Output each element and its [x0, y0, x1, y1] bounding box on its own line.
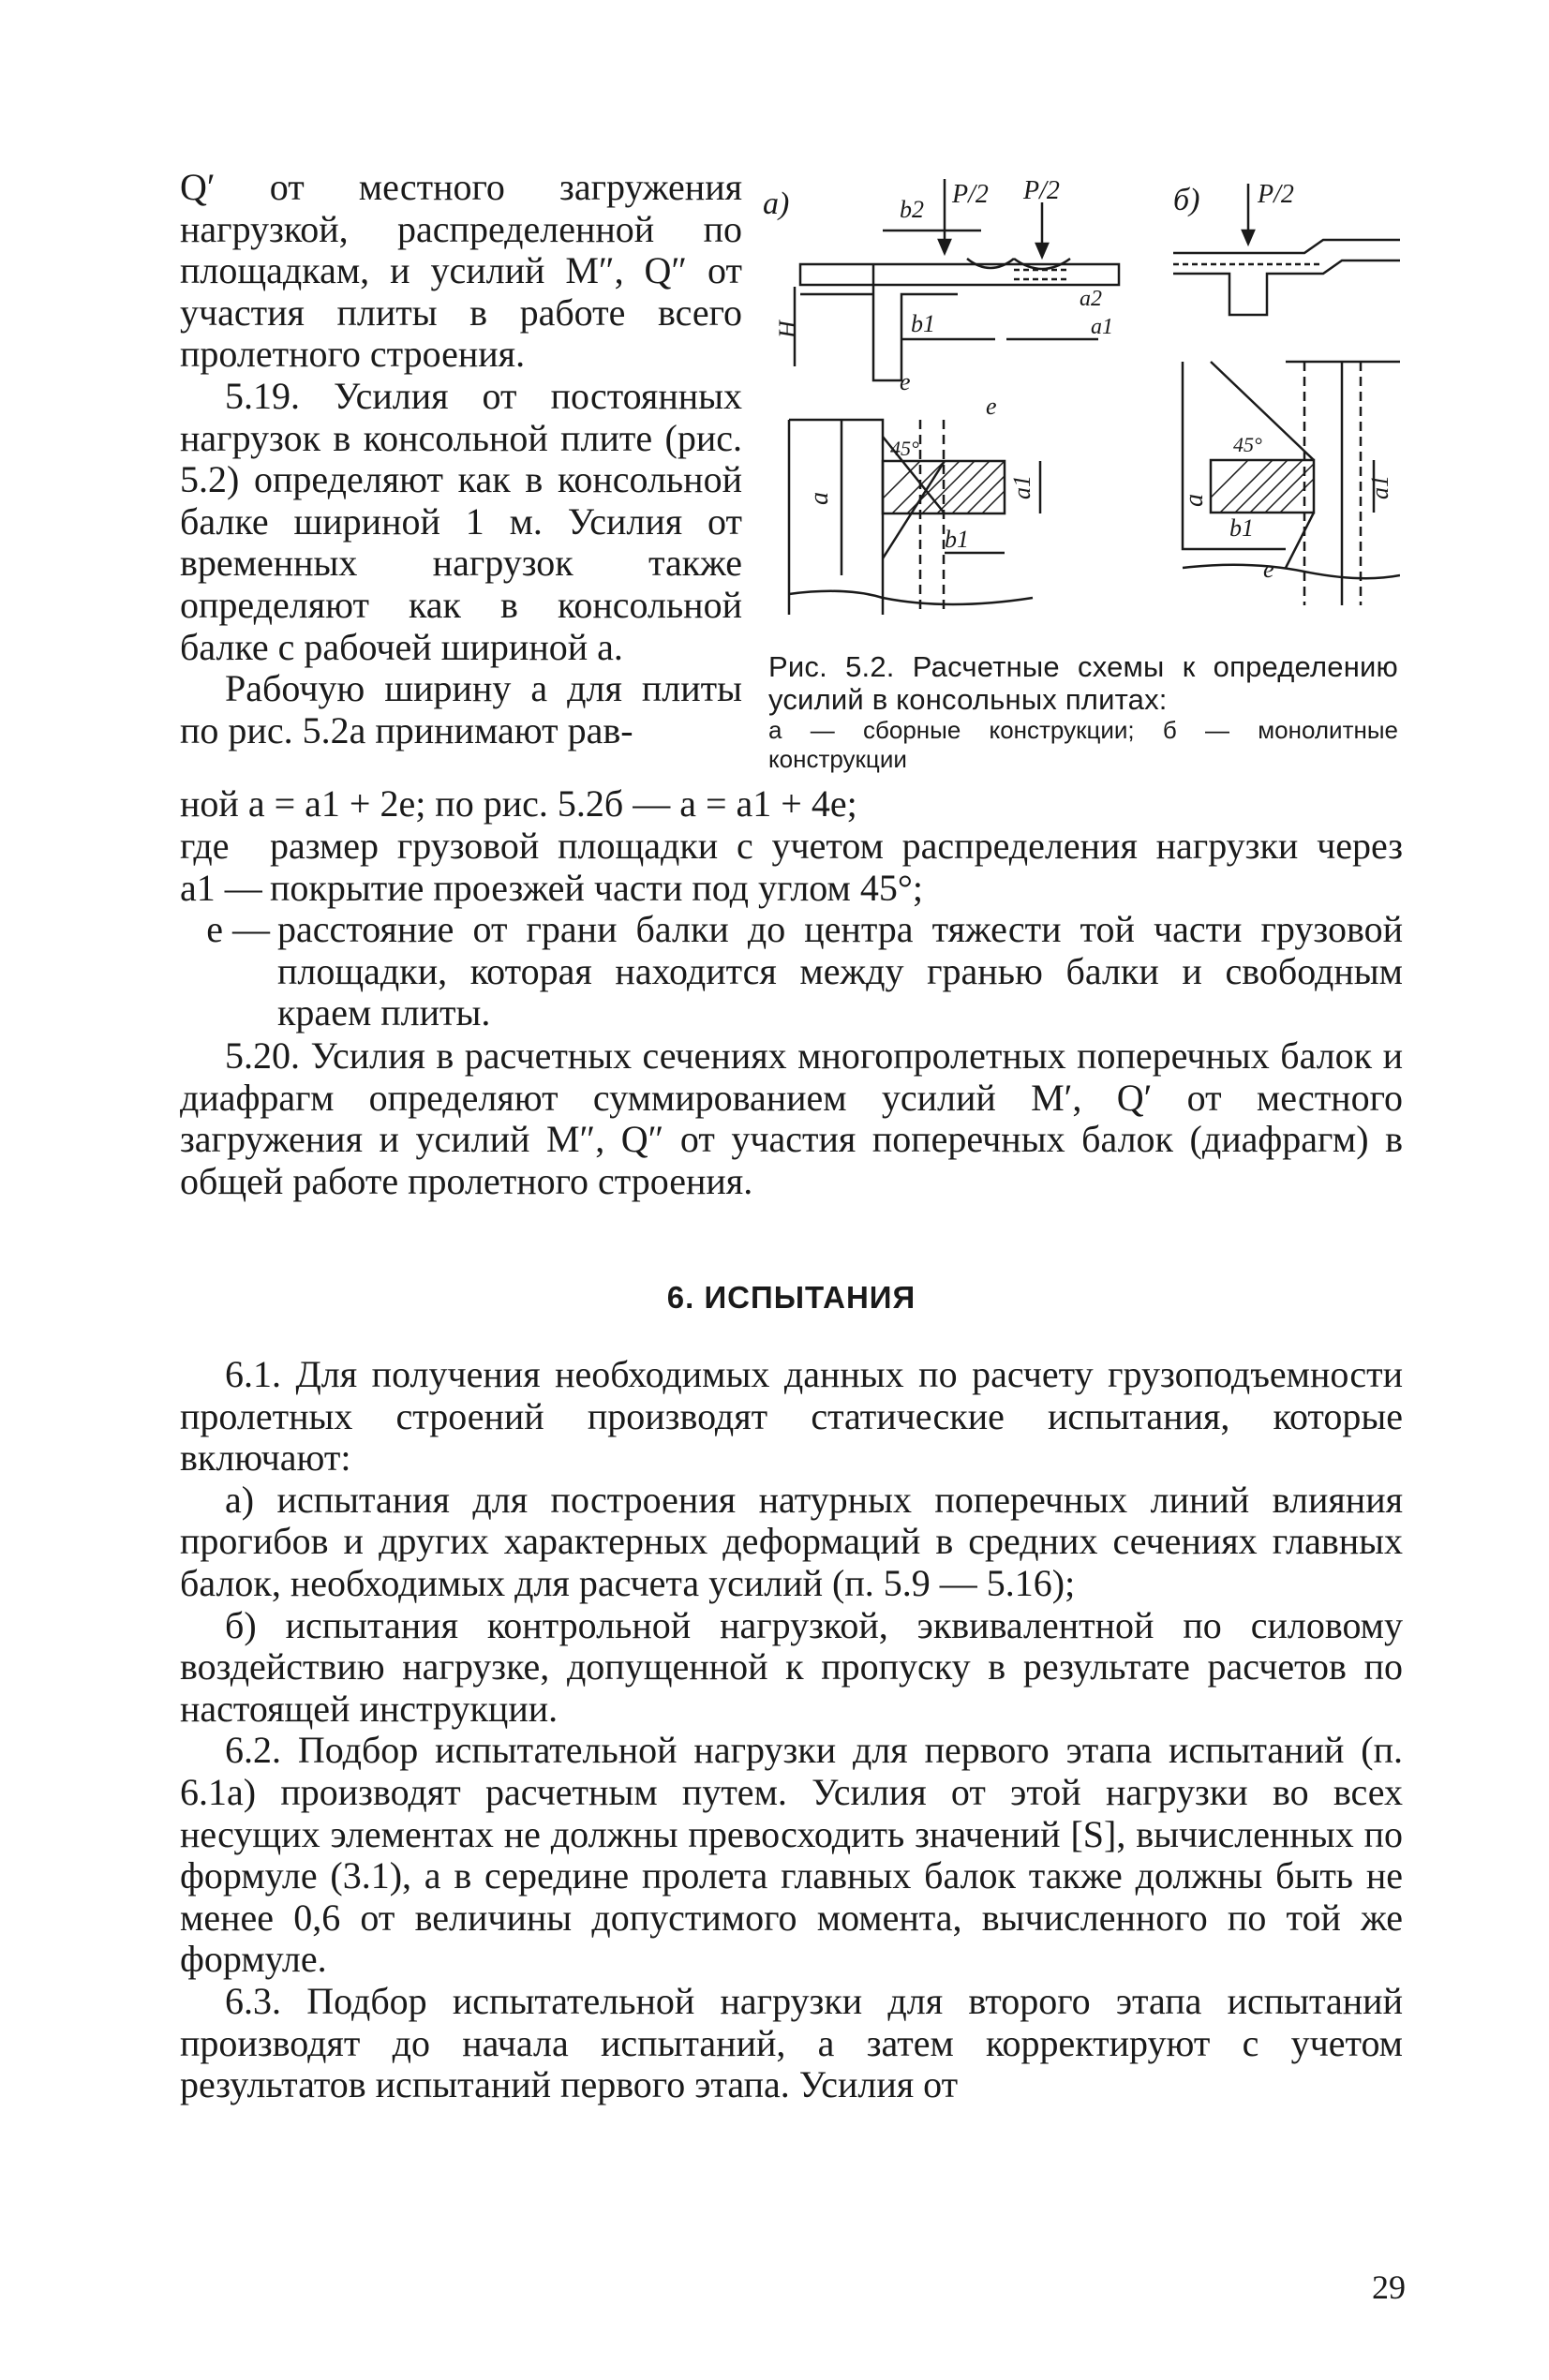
- dim-a2: a2: [1080, 287, 1102, 311]
- figure-caption: [768, 650, 1398, 774]
- paragraph-6-1-a: а) испытания для построения натурных поперечных линий влияния прогибов и других характерных деформаций в средних сечениях главных балок, необходимых для расчета усилий (п. 5.9 — 5.16);: [180, 1478, 1403, 1604]
- load-p-half-1: P/2: [952, 180, 989, 209]
- section-6-body: [180, 1354, 1403, 2106]
- dim-a-right: a: [1180, 494, 1209, 507]
- paragraph-working-width: Рабочую ширину a для плиты по рис. 5.2а принимают рав-: [180, 667, 742, 751]
- dim-b1-plan: b1: [945, 526, 969, 553]
- section-5-20: [180, 1035, 1403, 1202]
- load-p-half-2: P/2: [1023, 176, 1060, 205]
- formula-line-block: [180, 783, 1403, 826]
- panel-a-label: а): [763, 186, 790, 221]
- figure-drawing: [761, 174, 1400, 615]
- caption-main: Рис. 5.2. Расчетные схемы к определению усилий в консольных плитах:: [768, 650, 1398, 716]
- where-list: [180, 826, 1403, 1034]
- dim-a1-right: a1: [1366, 475, 1393, 499]
- load-p-half-b: P/2: [1258, 180, 1294, 209]
- where-term-a1: где a1 —: [180, 825, 262, 909]
- dim-e-right: e: [1263, 556, 1274, 583]
- figure-5-2: [761, 174, 1400, 615]
- left-column: [180, 167, 742, 751]
- dim-b1-right: b1: [1229, 514, 1254, 542]
- dim-b2: b2: [900, 196, 924, 223]
- dim-e-plan: e: [986, 393, 997, 420]
- paragraph-5-20: 5.20. Усилия в расчетных сечениях многопролетных поперечных балок и диафрагм определяют суммированием усилий M′, Q′ от местного загружения и усилий M″, Q″ от участия поперечных балок (диафрагм) в общей работе пролетного строения.: [180, 1034, 1403, 1202]
- paragraph-6-1: 6.1. Для получения необходимых данных по расчету грузоподъемности пролетных строений производят статические испытания, которые включают:: [180, 1353, 1403, 1480]
- paragraph-6-1-b: б) испытания контрольной нагрузкой, эквивалентной по силовому воздействию нагрузке, допущенной к пропуску в результате расчетов по настоящей инструкции.: [180, 1603, 1403, 1730]
- page-number: 29: [1372, 2268, 1406, 2306]
- dim-h: H: [774, 320, 801, 338]
- where-def-a1: размер грузовой площадки с учетом распределения нагрузки через покрытие проезжей части под углом 45°;: [270, 825, 1403, 909]
- angle-45-b: 45°: [1233, 433, 1262, 456]
- where-row-e: [180, 909, 1403, 1034]
- panel-b-label: б): [1173, 183, 1200, 217]
- dim-a-left: a: [805, 492, 834, 505]
- paragraph-5-19: 5.19. Усилия от постоянных нагрузок в консольной плите (рис. 5.2) определяют как в консольной балке шириной 1 м. Усилия от временных нагрузок также определяют как в консольной балке с рабочей шириной a.: [180, 374, 742, 668]
- formula-line: ной a = a1 + 2e; по рис. 5.2б — a = a1 + 4e;: [180, 782, 857, 825]
- where-row-a1: [180, 826, 1403, 909]
- dim-a1-plan: a1: [1008, 475, 1035, 499]
- paragraph-q-continuation: Q′ от местного загружения нагрузкой, распределенной по площадкам, и усилий M″, Q″ от участия плиты в работе всего пролетного строения.: [180, 166, 742, 376]
- paragraph-6-3: 6.3. Подбор испытательной нагрузки для второго этапа испытаний производят до начала испытаний, а затем корректируют с учетом результатов испытаний первого этапа. Усилия от: [180, 1979, 1403, 2106]
- angle-45-a: 45°: [890, 437, 919, 460]
- section-heading: 6. ИСПЫТАНИЯ: [666, 1280, 916, 1315]
- dim-e-top: e: [900, 368, 911, 395]
- caption-sub: а — сборные конструкции; б — монолитные конструкции: [768, 716, 1398, 773]
- paragraph-6-2: 6.2. Подбор испытательной нагрузки для первого этапа испытаний (п. 6.1а) производят расчетным путем. Усилия от этой нагрузки во всех несущих элементах не должны превосходить значений [S], вычисленных по формуле (3.1), а в середине пролета главных балок также должны быть не менее 0,6 от величины допустимого момента, вычисленного по той же формуле.: [180, 1729, 1403, 1981]
- dim-b1-top: b1: [911, 310, 935, 337]
- where-term-e: e —: [206, 908, 270, 951]
- where-def-e: расстояние от грани балки до центра тяжести той части грузовой площадки, которая находится между гранью балки и свободным краем плиты.: [277, 908, 1403, 1034]
- dim-a1-top: a1: [1091, 315, 1113, 339]
